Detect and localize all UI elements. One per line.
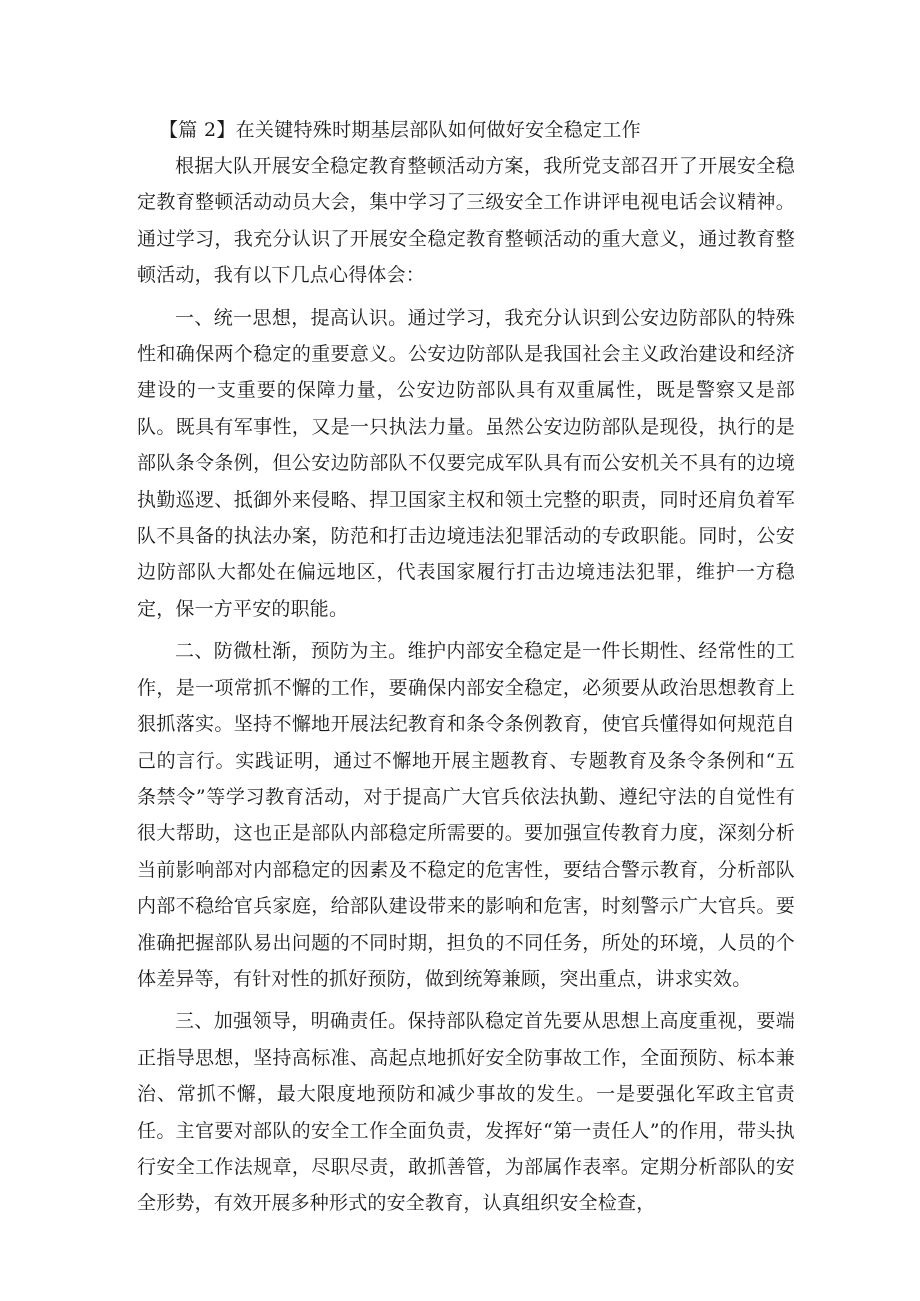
section-one-paragraph: 一、统一思想，提高认识。通过学习，我充分认识到公安边防部队的特殊性和确保两个稳定的重要意义。公安边防部队是我国社会主义政治建设和经济建设的一支重要的保障力量，公安边防部队具有双重属性，既是警察又是部队。既具有军事性，又是一只执法力量。虽然公安边防部队是现役，执行的是部队条令条例，但公安边防部队不仅要完成军队具有而公安机关不具有的边境执勤巡逻、抵御外来侵略、捍卫国家主权和领土完整的职责，同时还肩负着军队不具备的执法办案，防范和打击边境违法犯罪活动的专政职能。同时，公安边防部队大都处在偏远地区，代表国家履行打击边境违法犯罪，维护一方稳定，保一方平安的职能。: [137, 306, 795, 620]
section-two-paragraph: 二、防微杜渐，预防为主。维护内部安全稳定是一件长期性、经常性的工作，是一项常抓不懈的工作，要确保内部安全稳定，必须要从政治思想教育上狠抓落实。坚持不懈地开展法纪教育和条令条例教育，使官兵懂得如何规范自己的言行。实践证明，通过不懈地开展主题教育、专题教育及条令条例和“五条禁令”等学习教育活动，对于提高广大官兵依法执勤、遵纪守法的自觉性有很大帮助，这也正是部队内部稳定所需要的。要加强宣传教育力度，深刻分析当前影响部对内部稳定的因素及不稳定的危害性，要结合警示教育，分析部队内部不稳给官兵家庭，给部队建设带来的影响和危害，时刻警示广大官兵。要准确把握部队易出问题的不同时期，担负的不同任务，所处的环境，人员的个体差异等，有针对性的抓好预防，做到统筹兼顾，突出重点，讲求实效。: [137, 640, 795, 990]
intro-paragraph: 根据大队开展安全稳定教育整顿活动方案，我所党支部召开了开展安全稳定教育整顿活动动员大会，集中学习了三级安全工作讲评电视电话会议精神。通过学习，我充分认识了开展安全稳定教育整顿活动的重大意义，通过教育整顿活动，我有以下几点心得体会：: [137, 155, 795, 287]
section-three-paragraph: 三、加强领导，明确责任。保持部队稳定首先要从思想上高度重视，要端正指导思想，坚持高标准、高起点地抓好安全防事故工作，全面预防、标本兼治、常抓不懈，最大限度地预防和减少事故的发生。一是要强化军政主官责任。主官要对部队的安全工作全面负责，发挥好“第一责任人”的作用，带头执行安全工作法规章，尽职尽责，敢抓善管，为部属作表率。定期分析部队的安全形势，有效开展多种形式的安全教育，认真组织安全检查，: [137, 1010, 795, 1215]
document-body: [137, 112, 795, 1222]
document-title: 【篇 2】在关键特殊时期基层部队如何做好安全稳定工作: [159, 119, 641, 141]
